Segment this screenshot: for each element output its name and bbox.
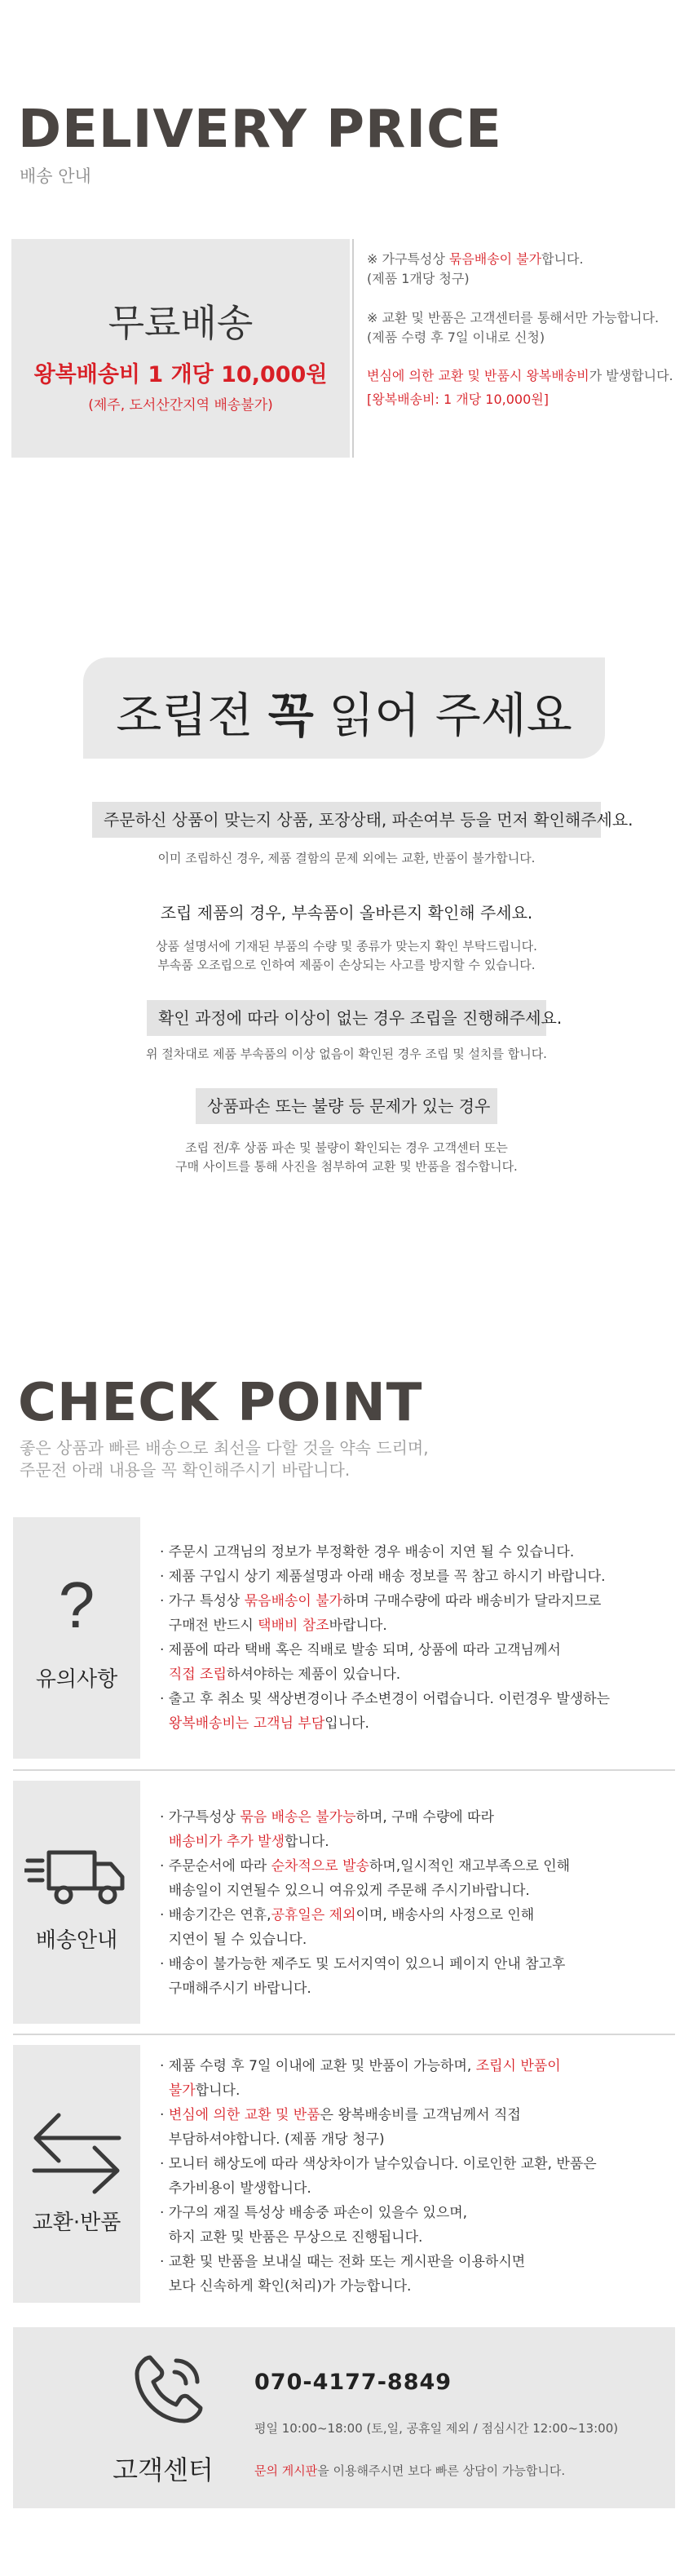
info-line [160,1589,610,1613]
delivery-truck-icon [24,1848,129,1911]
info-line [160,2274,597,2299]
info-line [160,1662,610,1687]
shipping-list [160,1805,570,2001]
question-mark-icon: ? [58,1569,95,1641]
exchange-label: 교환·반품 [32,2211,121,2235]
board-notice: 문의 게시판을 이용해주시면 보다 빠른 상담이 가능합니다. [254,2463,566,2478]
phone-number[interactable]: 070-4177-8849 [254,2370,452,2395]
info-line [160,2201,597,2225]
line-text: 하셔야하는 제품이 있습니다. [226,1666,401,1683]
delivery-info-line: [왕복배송비: 1 개당 10,000원] [367,392,549,407]
line-text: · [160,2107,169,2123]
line-text: · 가구특성상 [160,1809,241,1826]
highlight-text: 택배비 참조 [258,1618,329,1634]
info-line [160,2078,597,2103]
line-text: · 배송기간은 연휴, [160,1907,271,1923]
info-line [160,1879,570,1903]
phone-icon [130,2351,207,2431]
info-line [160,1854,570,1879]
line-text: · 출고 후 취소 및 색상변경이나 주소변경이 어렵습니다. 이런경우 발생하는 [160,1691,611,1707]
assembly-heading: 확인 과정에 따라 이상이 없는 경우 조립을 진행해주세요. [147,1000,546,1036]
highlight-text: 배송비가 추가 발생 [168,1834,285,1850]
line-text: · 제품 수령 후 7일 이내에 교환 및 반품이 가능하며, [160,2058,476,2074]
highlight-text: 묶음 배송은 불가능 [240,1809,356,1826]
assembly-title: 조립전 꼭 읽어 주세요 [116,688,572,743]
notice-label: 유의사항 [35,1667,118,1692]
business-hours: 평일 10:00~18:00 (토,일, 공휴일 제외 / 점심시간 12:00~13:00) [254,2421,619,2436]
info-line [160,2152,597,2176]
highlight-text: 변심에 의한 교환 및 반품 [168,2107,320,2123]
shipping-exclusion-note: (제주, 도서산간지역 배송불가) [88,397,273,414]
info-line [160,1540,610,1565]
line-text: 부담하셔야합니다. (제품 개당 청구) [160,2131,385,2148]
delivery-info-line: ※ 교환 및 반품은 고객센터를 통해서만 가능합니다. [367,310,660,325]
notice-list [160,1540,610,1736]
info-line [160,1903,570,1928]
line-text: 하며,일시적인 재고부족으로 인해 [369,1858,571,1874]
highlight-text: 왕복배송비는 고객님 부담 [168,1715,325,1732]
assembly-desc: 조립 전/후 상품 파손 및 불량이 확인되는 경우 고객센터 또는 [185,1140,508,1155]
divider [13,2034,675,2035]
delivery-info-line: (제품 수령 후 7일 이내로 신청) [367,330,545,345]
line-text: 추가비용이 발생합니다. [160,2180,311,2197]
highlight-text: 순차적으로 발송 [271,1858,369,1874]
highlight-text: 공휴일은 제외 [271,1907,356,1923]
line-text: 지연이 될 수 있습니다. [160,1932,307,1948]
line-text [160,1715,169,1732]
line-text: · 배송이 불가능한 제주도 및 도서지역이 있으니 페이지 안내 참고후 [160,1956,566,1972]
customer-center-label: 고객센터 [113,2454,214,2485]
delivery-info-line: 변심에 의한 교환 및 반품시 왕복배송비가 발생합니다. [367,368,673,383]
line-text [160,1666,169,1683]
info-line [160,1687,610,1711]
line-text [160,2082,169,2099]
info-line [160,1928,570,1952]
line-text: 하며, 구매 수량에 따라 [355,1809,494,1826]
exchange-list [160,2054,597,2299]
line-text: · 제품에 따라 택배 혹은 직배로 발송 되며, 상품에 따라 고객님께서 [160,1642,561,1658]
divider [13,1769,675,1771]
info-line [160,1830,570,1854]
inquiry-board-link[interactable]: 문의 게시판 [254,2463,318,2478]
delivery-info-line: (제품 1개당 청구) [367,271,470,286]
line-text [160,1834,169,1850]
line-text: · 모니터 해상도에 따라 색상차이가 날수있습니다. 이로인한 교환, 반품은 [160,2156,597,2172]
line-text: 하며 구매수량에 따라 배송비가 달라지므로 [342,1593,602,1609]
checkpoint-title: CHECK POINT [18,1373,423,1433]
line-text: 이며, 배송사의 사정으로 인해 [355,1907,535,1923]
highlight-text: 직접 조립 [168,1666,227,1683]
line-text: 하지 교환 및 반품은 무상으로 진행됩니다. [160,2229,423,2246]
line-text: · 제품 구입시 상기 제품설명과 아래 배송 정보를 꼭 참고 하시기 바랍니다. [160,1569,606,1585]
highlight-text: 묶음배송이 불가 [244,1593,343,1609]
line-text: 구매해주시기 바랍니다. [160,1981,311,1997]
line-text: · 교환 및 반품을 보내실 때는 전화 또는 게시판을 이용하시면 [160,2254,526,2270]
assembly-heading: 조립 제품의 경우, 부속품이 올바른지 확인해 주세요. [160,903,533,923]
checkpoint-subtitle: 좋은 상품과 빠른 배송으로 최선을 다할 것을 약속 드리며, 주문전 아래 내용을 꼭 확인해주시기 바랍니다. [20,1438,429,1480]
delivery-price-panel [11,239,350,458]
info-line [160,1638,610,1662]
info-line [160,2250,597,2274]
info-line [160,2127,597,2152]
info-line [160,2054,597,2078]
info-line [160,2176,597,2201]
info-line [160,1711,610,1736]
assembly-heading: 주문하신 상품이 맞는지 상품, 포장상태, 파손여부 등을 먼저 확인해주세요. [92,802,601,838]
line-text: 입니다. [324,1715,369,1732]
assembly-desc: 이미 조립하신 경우, 제품 결함의 문제 외에는 교환, 반품이 불가합니다. [157,851,536,865]
info-line [160,1952,570,1976]
assembly-desc: 구매 사이트를 통해 사진을 첨부하여 교환 및 반품을 접수합니다. [175,1159,518,1174]
line-text: 바랍니다. [329,1618,387,1634]
assembly-desc: 상품 설명서에 기재된 부품의 수량 및 종류가 맞는지 확인 부탁드립니다. [156,939,537,954]
line-text: 구매전 반드시 [160,1618,258,1634]
info-line [160,2103,597,2127]
line-text: · 주문시 고객님의 정보가 부정확한 경우 배송이 지연 될 수 있습니다. [160,1544,575,1560]
line-text: · 가구의 재질 특성상 배송중 파손이 있을수 있으며, [160,2205,468,2221]
exchange-arrows-icon [29,2109,124,2198]
delivery-info-line: ※ 가구특성상 묶음배송이 불가합니다. [367,251,584,267]
line-text: 합니다. [285,1834,329,1850]
highlight-text: 조립시 반품이 [475,2058,561,2074]
info-line [160,1613,610,1638]
round-trip-fee: 왕복배송비 1 개당 10,000원 [33,362,328,387]
highlight-text: 불가 [168,2082,196,2099]
line-text: · 가구 특성상 [160,1593,245,1609]
shipping-label: 배송안내 [35,1928,118,1953]
line-text: 은 왕복배송비를 고객님께서 직접 [320,2107,521,2123]
info-line [160,2225,597,2250]
assembly-heading: 상품파손 또는 불량 등 문제가 있는 경우 [196,1088,497,1124]
delivery-subtitle: 배송 안내 [20,166,91,186]
divider [352,239,354,458]
line-text: · 주문순서에 따라 [160,1858,271,1874]
info-line [160,1565,610,1589]
assembly-desc: 위 절차대로 제품 부속품의 이상 없음이 확인된 경우 조립 및 설치를 합니다. [146,1047,547,1061]
assembly-desc: 부속품 오조립으로 인하여 제품이 손상되는 사고를 방지할 수 있습니다. [157,958,536,972]
line-text: 배송일이 지연될수 있으니 여유있게 주문해 주시기바랍니다. [160,1883,530,1899]
info-line [160,1805,570,1830]
line-text: 보다 신속하게 확인(처리)가 가능합니다. [160,2278,412,2295]
free-shipping-label: 무료배송 [108,301,254,345]
info-line [160,1976,570,2001]
delivery-title: DELIVERY PRICE [18,100,502,160]
line-text: 합니다. [195,2082,241,2099]
